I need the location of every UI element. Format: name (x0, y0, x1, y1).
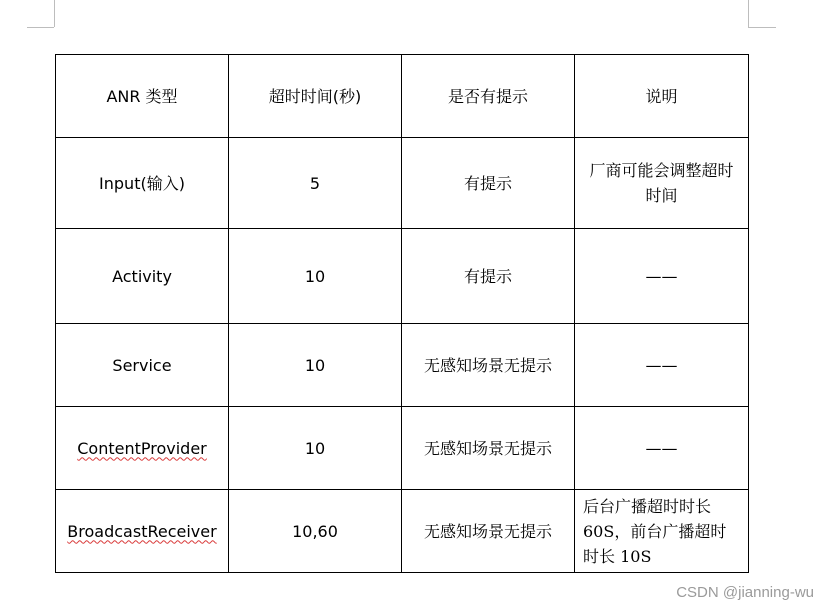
page-corner-mark-top-left-h (27, 27, 54, 28)
header-has-prompt: 是否有提示 (402, 55, 575, 138)
table-row (56, 490, 749, 573)
page-corner-mark-top-right (748, 0, 749, 27)
cell-prompt: 无感知场景无提示 (402, 324, 575, 407)
cell-timeout: 10 (229, 324, 402, 407)
cell-prompt: 有提示 (402, 138, 575, 229)
spellcheck-underlined-text: ContentProvider (77, 438, 207, 458)
table-row (56, 229, 749, 324)
table-header-row (56, 55, 749, 138)
page-corner-mark-top-right-h (748, 27, 776, 28)
header-anr-type: ANR 类型 (56, 55, 229, 138)
header-timeout: 超时时间(秒) (229, 55, 402, 138)
cell-timeout: 10,60 (229, 490, 402, 573)
cell-timeout: 5 (229, 138, 402, 229)
cell-type (56, 407, 229, 490)
cell-type: Service (56, 324, 229, 407)
cell-prompt: 有提示 (402, 229, 575, 324)
cell-timeout: 10 (229, 229, 402, 324)
cell-note: —— (575, 229, 749, 324)
header-description: 说明 (575, 55, 749, 138)
table-row (56, 407, 749, 490)
table-row (56, 138, 749, 229)
cell-note (575, 490, 749, 573)
table-row (56, 324, 749, 407)
note-line: 时长 10S (583, 546, 652, 566)
cell-timeout: 10 (229, 407, 402, 490)
cell-prompt: 无感知场景无提示 (402, 407, 575, 490)
cell-note: —— (575, 407, 749, 490)
cell-prompt: 无感知场景无提示 (402, 490, 575, 573)
cell-type (56, 490, 229, 573)
cell-note: 厂商可能会调整超时时间 (575, 138, 749, 229)
spellcheck-underlined-text: BroadcastReceiver (67, 521, 217, 541)
watermark: CSDN @jianning-wu (676, 584, 814, 601)
cell-type: Activity (56, 229, 229, 324)
cell-note: —— (575, 324, 749, 407)
note-line: 60S，前台广播超时 (583, 521, 727, 541)
page-corner-mark-top-left (54, 0, 55, 27)
cell-type: Input(输入) (56, 138, 229, 229)
note-line: 后台广播超时时长 (583, 496, 712, 516)
anr-timeout-table (55, 54, 749, 573)
